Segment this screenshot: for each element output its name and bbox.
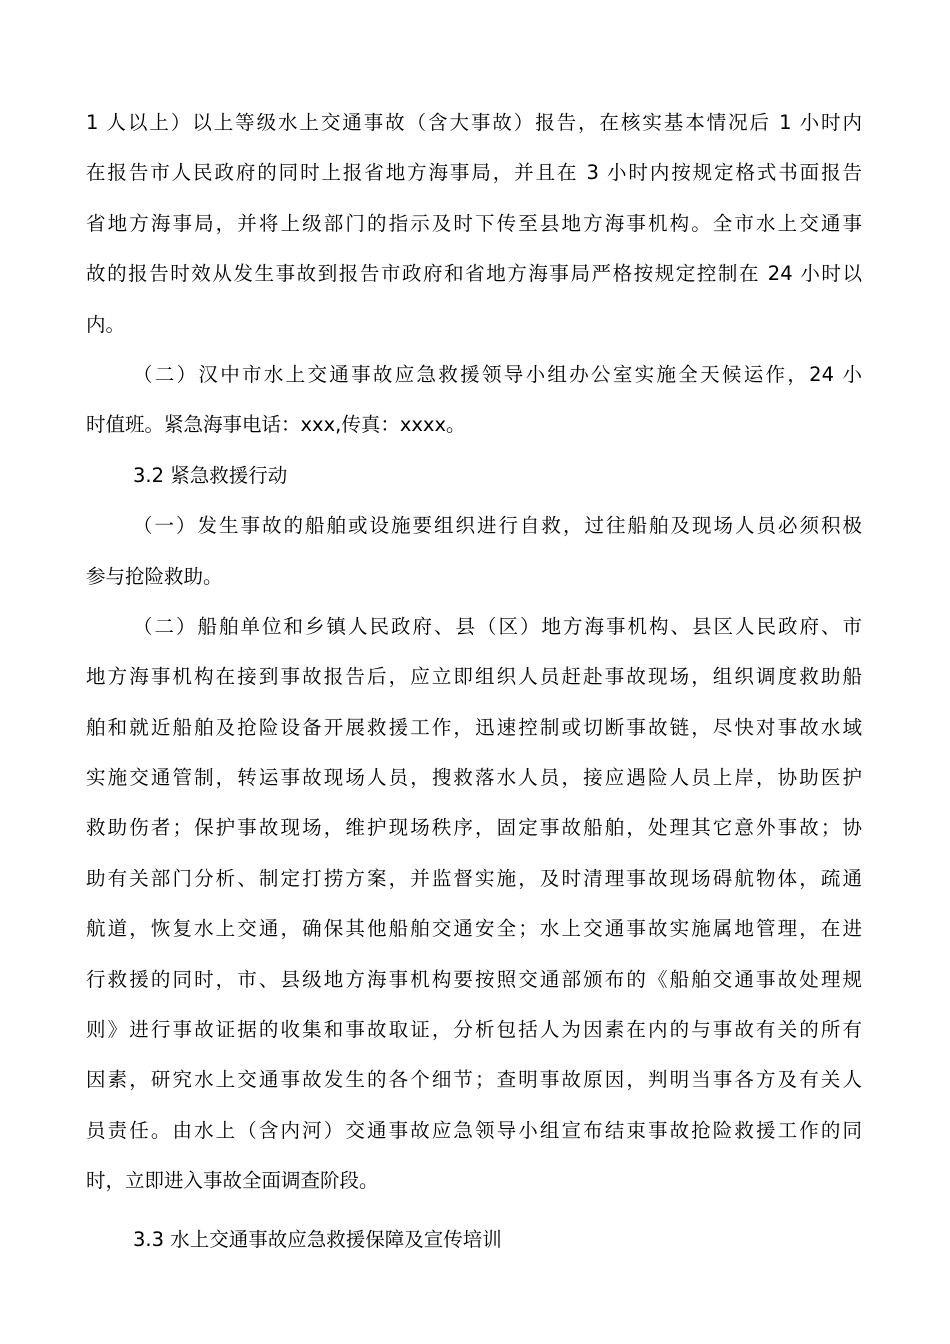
section-heading: 3.2 紧急救援行动 (133, 463, 288, 487)
text-line: 救助伤者；保护事故现场，维护现场秩序，固定事故船舶，处理其它意外事故；协 (86, 816, 862, 840)
text-line: 1 人以上）以上等级水上交通事故（含大事故）报告，在核实基本情况后 1 小时内 (86, 111, 862, 134)
section-heading: 3.3 水上交通事故应急救援保障及宣传培训 (133, 1227, 502, 1251)
text-line: 行救援的同时，市、县级地方海事机构要按照交通部颁布的《船舶交通事故处理规 (86, 967, 862, 991)
text-line: 省地方海事局，并将上级部门的指示及时下传至县地方海事机构。全市水上交通事 (86, 211, 862, 235)
text-line: 时值班。紧急海事电话：xxx,传真：xxxx。 (86, 413, 466, 437)
text-line: 实施交通管制，转运事故现场人员，搜救落水人员，接应遇险人员上岸，协助医护 (86, 766, 862, 790)
text-line: （二）船舶单位和乡镇人民政府、县（区）地方海事机构、县区人民政府、市 (133, 614, 862, 638)
text-line: 航道，恢复水上交通，确保其他船舶交通安全；水上交通事故实施属地管理，在进 (86, 917, 862, 941)
text-line: 地方海事机构在接到事故报告后，应立即组织人员赶赴事故现场，组织调度救助船 (86, 665, 862, 689)
text-line: （二）汉中市水上交通事故应急救援领导小组办公室实施全天候运作，24 小 (133, 362, 862, 386)
text-line: 舶和就近船舶及抢险设备开展救援工作，迅速控制或切断事故链，尽快对事故水域 (86, 715, 862, 739)
text-line: （一）发生事故的船舶或设施要组织进行自救，过往船舶及现场人员必须积极 (133, 514, 862, 538)
text-line: 员责任。由水上（含内河）交通事故应急领导小组宣布结束事故抢险救援工作的同 (86, 1118, 862, 1142)
text-line: 在报告市人民政府的同时上报省地方海事局，并且在 3 小时内按规定格式书面报告 (86, 161, 862, 185)
text-line: 助有关部门分析、制定打捞方案，并监督实施，及时清理事故现场碍航物体，疏通 (86, 866, 862, 890)
text-line: 时，立即进入事故全面调查阶段。 (86, 1169, 379, 1193)
text-line: 故的报告时效从发生事故到报告市政府和省地方海事局严格按规定控制在 24 小时以 (86, 262, 862, 286)
text-line: 内。 (86, 312, 126, 336)
text-line: 则》进行事故证据的收集和事故取证，分析包括人为因素在内的与事故有关的所有 (86, 1018, 862, 1042)
text-line: 因素，研究水上交通事故发生的各个细节；查明事故原因，判明当事各方及有关人 (86, 1068, 862, 1092)
text-line: 参与抢险救助。 (86, 564, 223, 588)
